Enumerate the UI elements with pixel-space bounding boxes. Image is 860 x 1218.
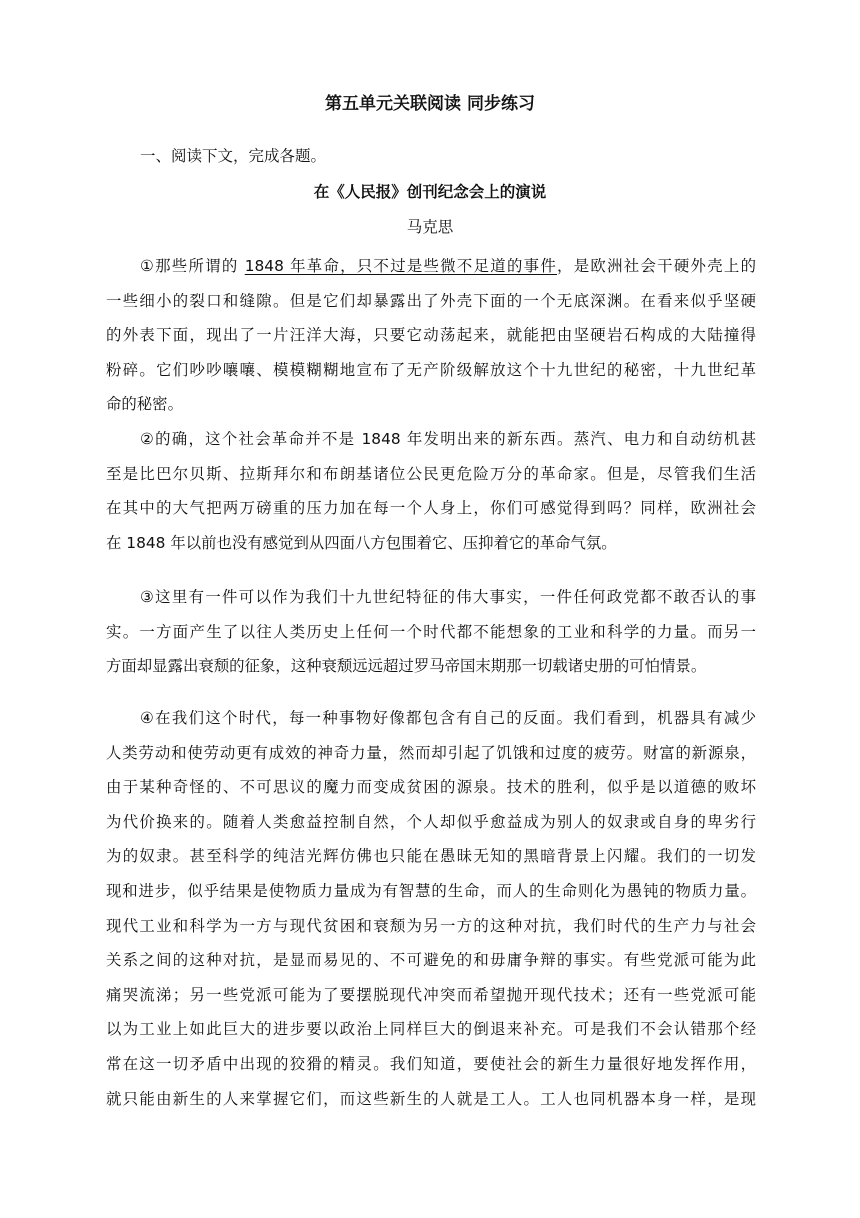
paragraph-3 <box>106 580 756 684</box>
paragraph-line: 的外表下面，现出了一片汪洋大海，只要它动荡起来，就能把由坚硬岩石构成的大陆撞得 <box>106 326 756 345</box>
paragraph-line: 人类劳动和使劳动更有成效的神奇力量，然而却引起了饥饿和过度的疲劳。财富的新源泉， <box>106 743 756 762</box>
paragraph-line: 关系之间的这种对抗，是显而易见的、不可避免的和毋庸争辩的事实。有些党派可能为此 <box>106 951 756 970</box>
document-title: 第五单元关联阅读 同步练习 <box>325 94 535 114</box>
paragraph-line: 痛哭流涕；另一些党派可能为了要摆脱现代冲突而希望抛开现代技术；还有一些党派可能 <box>106 985 756 1004</box>
paragraph-2 <box>106 422 756 560</box>
underlined-phrase: 1848 年革命，只不过是些微不足道的事件 <box>244 257 558 275</box>
paragraph-line: 在其中的大气把两万磅重的压力加在每一个人身上，你们可感觉得到吗？同样，欧洲社会 <box>106 499 756 518</box>
paragraph-line: 粉碎。它们吵吵嚷嚷、模模糊糊地宣布了无产阶级解放这个十九世纪的秘密，十九世纪革 <box>106 360 756 379</box>
paragraph-line <box>106 249 756 284</box>
paragraph-line: 为代价换来的。随着人类愈益控制自然，个人却似乎愈益成为别人的奴隶或自身的卑劣行 <box>106 812 756 831</box>
paragraph-line: 在 1848 年以前也没有感觉到从四面八方包围着它、压抑着它的革命气氛。 <box>106 533 617 552</box>
paragraph-line: 实。一方面产生了以往人类历史上任何一个时代都不能想象的工业和科学的力量。而另一 <box>106 622 756 641</box>
paragraph-line: 由于某种奇怪的、不可思议的魔力而变成贫困的源泉。技术的胜利，似乎是以道德的败坏 <box>106 778 756 797</box>
line-text-suffix: ，是欧洲社会干硬外壳上的 <box>557 257 756 275</box>
paragraph-line: 常在这一切矛盾中出现的狡猾的精灵。我们知道，要使社会的新生力量很好地发挥作用， <box>106 1054 756 1073</box>
paragraph-line: 现代工业和科学为一方与现代贫困和衰颓为另一方的这种对抗，我们时代的生产力与社会 <box>106 916 756 935</box>
paragraph-line: 一些细小的裂口和缝隙。但是它们却暴露出了外壳下面的一个无底深渊。在看来似乎坚硬 <box>106 291 756 310</box>
line-text-prefix: ①那些所谓的 <box>140 257 245 275</box>
question-instruction: 一、阅读下文，完成各题。 <box>140 147 327 165</box>
paragraph-line: 方面却显露出衰颓的征象，这种衰颓远远超过罗马帝国末期那一切载诸史册的可怕情景。 <box>106 657 707 676</box>
paragraph-line: 命的秘密。 <box>106 395 183 414</box>
paragraph-line: ②的确，这个社会革命并不是 1848 年发明出来的新东西。蒸汽、电力和自动纺机甚 <box>140 430 756 448</box>
article-title: 在《人民报》创刊纪念会上的演说 <box>313 183 547 201</box>
paragraph-line: ③这里有一件可以作为我们十九世纪特征的伟大事实，一件任何政党都不敢否认的事 <box>140 588 756 606</box>
article-author: 马克思 <box>406 218 454 236</box>
paragraph-4 <box>106 701 756 1116</box>
paragraph-1 <box>106 249 756 422</box>
paragraph-line: 就只能由新生的人来掌握它们，而这些新生的人就是工人。工人也同机器本身一样，是现 <box>106 1089 756 1108</box>
paragraph-line: 以为工业上如此巨大的进步要以政治上同样巨大的倒退来补充。可是我们不会认错那个经 <box>106 1020 756 1039</box>
paragraph-line: 至是比巴尔贝斯、拉斯拜尔和布朗基诸位公民更危险万分的革命家。但是，尽管我们生活 <box>106 464 756 483</box>
paragraph-line: 现和进步，似乎结果是使物质力量成为有智慧的生命，而人的生命则化为愚钝的物质力量。 <box>106 881 756 900</box>
paragraph-line: ④在我们这个时代，每一种事物好像都包含有自己的反面。我们看到，机器具有减少 <box>140 709 756 727</box>
paragraph-line: 为的奴隶。甚至科学的纯洁光辉仿佛也只能在愚昧无知的黑暗背景上闪耀。我们的一切发 <box>106 847 756 866</box>
